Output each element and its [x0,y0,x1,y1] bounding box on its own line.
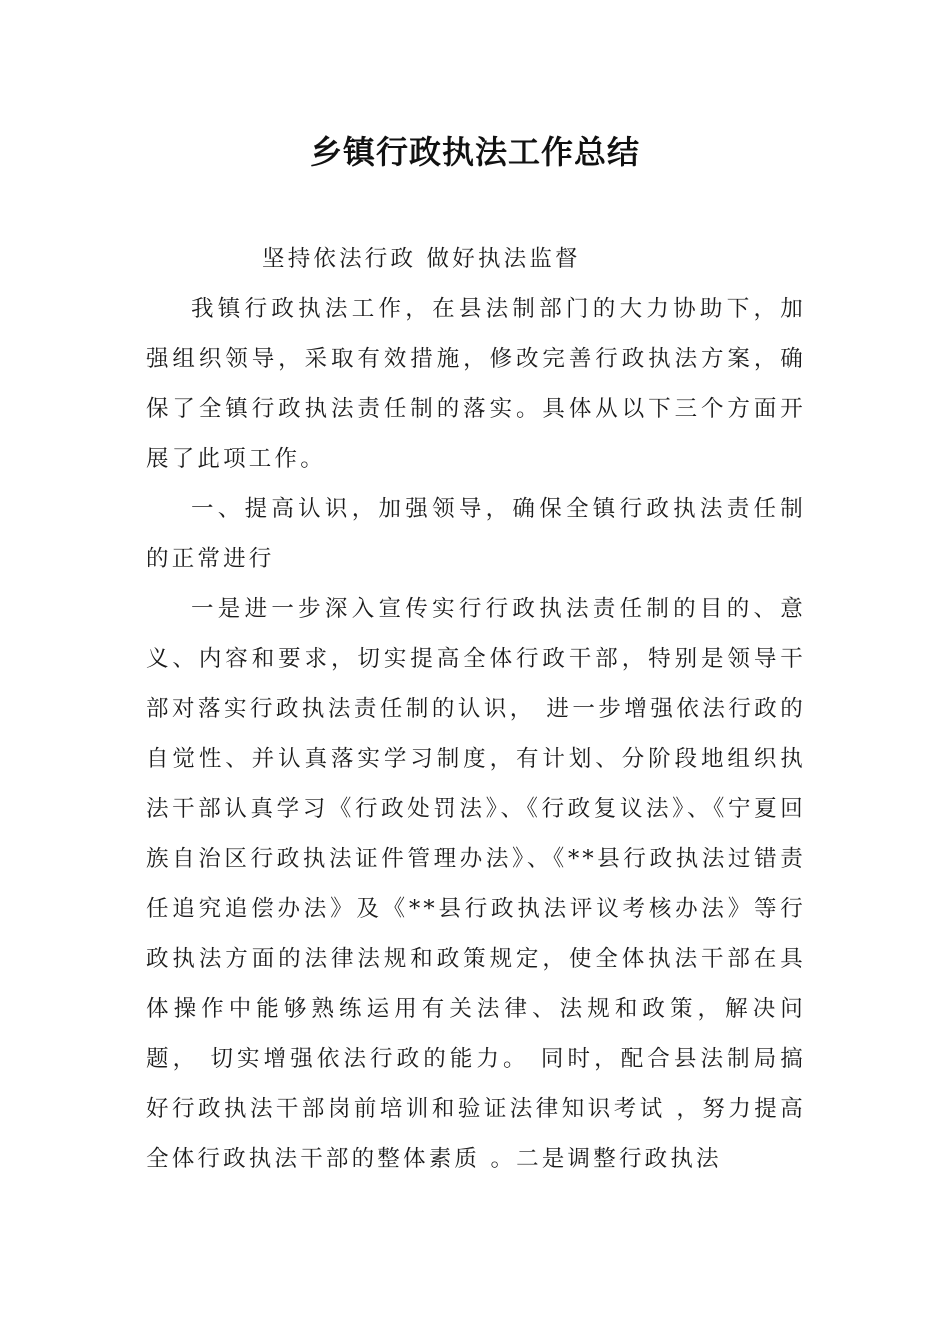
paragraph-intro: 我镇行政执法工作，在县法制部门的大力协助下，加强组织领导，采取有效措施，修改完善行政执法方案，确保了全镇行政执法责任制的落实。具体从以下三个方面开展了此项工作。 [146,296,806,472]
document-title: 乡镇行政执法工作总结 [309,133,640,171]
document-body [146,234,806,1184]
section-heading-1: 一、提高认识，加强领导，确保全镇行政执法责任制的正常进行 [146,496,806,572]
document-subtitle: 坚持依法行政 做好执法监督 [262,246,581,272]
paragraph-section-1: 一是进一步深入宣传实行行政执法责任制的目的、意义、内容和要求，切实提高全体行政干部，特别是领导干部对落实行政执法责任制的认识， 进一步增强依法行政的自觉性、并认真落实学习制度，有计划、分阶段地组织执法干部认真学习《行政处罚法》、《行政复议法》、《宁夏回族自治区行政执法证件管理办法》、《**县行政执法过错责任追究追偿办法》及《**县行政执法评议考核办法》等行政执法方面的法律法规和政策规定，使全体执法干部在具体操作中能够熟练运用有关法律、法规和政策，解决问题， 切实增强依法行政的能力。 同时，配合县法制局搞好行政执法干部岗前培训和验证法律知识考试 ，努力提高全体行政执法干部的整体素质 。二是调整行政执法 [146,596,806,1172]
